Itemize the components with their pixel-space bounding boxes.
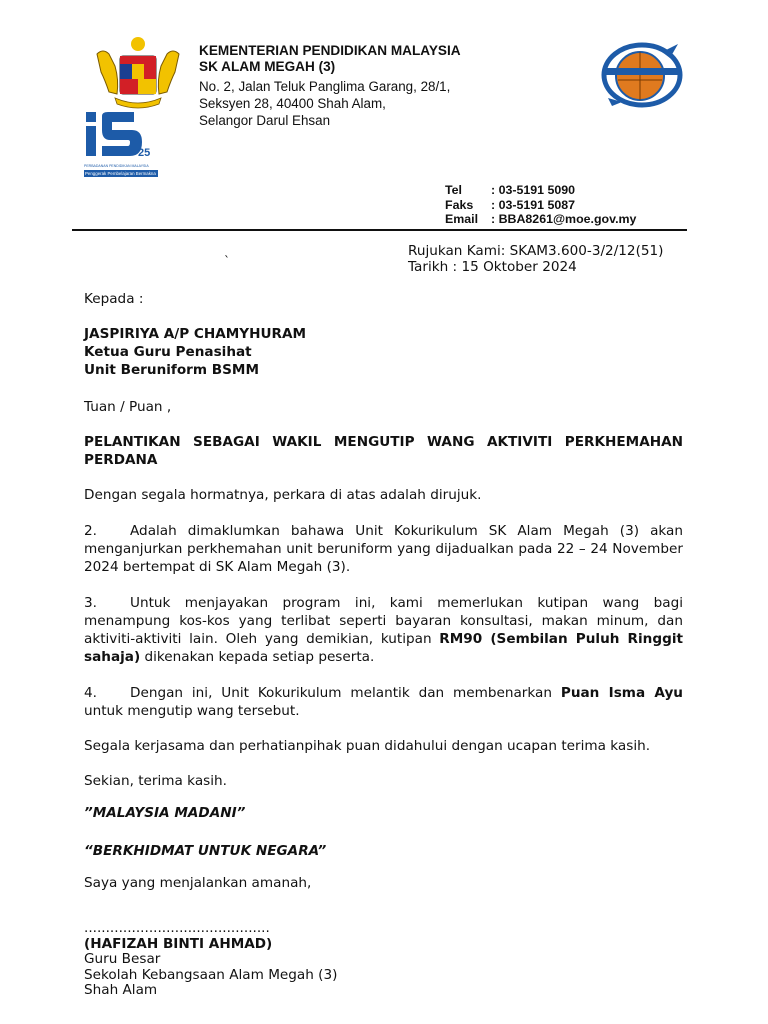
recipient-name: JASPIRIYA A/P CHAMYHURAM (84, 326, 307, 342)
address-line: Selangor Darul Ehsan (199, 113, 331, 128)
signature-line: ........................................... (84, 920, 270, 936)
school-name: SK ALAM MEGAH (3) (199, 59, 336, 74)
paragraph-4 (84, 684, 683, 720)
ministry-name: KEMENTERIAN PENDIDIKAN MALAYSIA (199, 43, 461, 58)
signatory-name: (HAFIZAH BINTI AHMAD) (84, 935, 273, 952)
logo-small-text: PERBADANAN PENDIDIKAN MALAYSIA (84, 164, 149, 168)
signatory-school: Sekolah Kebangsaan Alam Megah (3) (84, 966, 338, 983)
contact-value: : BBA8261@moe.gov.my (491, 212, 637, 226)
contact-value: : 03-5191 5090 (491, 183, 576, 197)
paragraph-number: 4. (84, 685, 97, 701)
paragraph-4-text-end: untuk mengutip wang tersebut. (84, 703, 300, 719)
slogan-malaysia-madani: ”MALAYSIA MADANI” (84, 805, 246, 821)
contact-block (445, 183, 636, 227)
address-line: Seksyen 28, 40400 Shah Alam, (199, 96, 386, 111)
paragraph-3-text: Untuk menjayakan program ini, kami memerlukan kutipan wang bagi menampung kos-kos yang terlibat seperti bayaran konsultasi, makan minum, dan aktiviti-aktiviti lain. Oleh yang demikian, kutipan (84, 595, 683, 647)
slogan-berkhidmat: “BERKHIDMAT UNTUK NEGARA” (84, 843, 327, 859)
intro-paragraph: Dengan segala hormatnya, perkara di atas adalah dirujuk. (84, 487, 482, 503)
paragraph-3 (84, 594, 683, 666)
amanah-line: Saya yang menjalankan amanah, (84, 875, 312, 891)
contact-value: : 03-5191 5087 (491, 197, 576, 212)
closing-line: Sekian, terima kasih. (84, 773, 227, 789)
kepada-label: Kepada : (84, 291, 144, 307)
recipient-unit: Unit Beruniform BSMM (84, 362, 259, 378)
salutation: Tuan / Puan , (84, 399, 172, 415)
contact-row-email (445, 212, 636, 227)
reference-block (408, 243, 663, 275)
letterhead-title (199, 43, 461, 75)
logo-caption-strip: Penggerak Pembelajaran Bermakna (84, 170, 158, 177)
address-line: No. 2, Jalan Teluk Panglima Garang, 28/1, (199, 79, 451, 94)
school-address (199, 78, 450, 129)
signature-block (84, 921, 683, 999)
appointee-name: Puan Isma Ayu (560, 685, 683, 701)
subject-text: PELANTIKAN SEBAGAI WAKIL MENGUTIP WANG AKTIVITI PERKHEMAHAN PERDANA (84, 434, 683, 468)
contact-label: Faks (445, 197, 474, 212)
ppm-25-logo-graphic (84, 110, 158, 160)
paragraph-number: 3. (84, 595, 97, 611)
signatory-place: Shah Alam (84, 982, 158, 998)
paragraph-number: 2. (84, 523, 97, 539)
fee-amount: RM90 (Sembilan Puluh Ringgit sahaja) (84, 631, 683, 665)
header-divider (72, 229, 687, 231)
paragraph-2 (84, 522, 683, 576)
contact-row-fax (445, 198, 636, 213)
reference-number: Rujukan Kami: SKAM3.600-3/2/12(51) (408, 243, 664, 259)
logo-number: 25 (138, 147, 151, 159)
stray-mark: ` (224, 254, 230, 268)
school-logo (600, 40, 684, 110)
paragraph-2-text: Adalah dimaklumkan bahawa Unit Kokurikulum SK Alam Megah (3) akan menganjurkan perkhemahan unit beruniform yang dijadualkan pada 22 – 24 November 2024 bertempat di SK Alam Megah (3). (84, 523, 683, 575)
malaysia-coat-of-arms-logo (93, 36, 183, 112)
signatory-position: Guru Besar (84, 951, 161, 967)
contact-label: Email (445, 212, 479, 226)
recipient-block (84, 325, 683, 379)
contact-row-tel (445, 183, 636, 198)
contact-label: Tel (445, 183, 462, 197)
ppm-25-logo (84, 110, 158, 176)
letter-date: Tarikh : 15 Oktober 2024 (408, 259, 577, 275)
paragraph-4-text: Dengan ini, Unit Kokurikulum melantik dan membenarkan (130, 685, 561, 701)
subject-line (84, 433, 683, 469)
paragraph-3-text-end: dikenakan kepada setiap peserta. (140, 649, 375, 665)
recipient-title: Ketua Guru Penasihat (84, 344, 252, 360)
thanks-paragraph: Segala kerjasama dan perhatianpihak puan didahului dengan ucapan terima kasih. (84, 738, 651, 754)
